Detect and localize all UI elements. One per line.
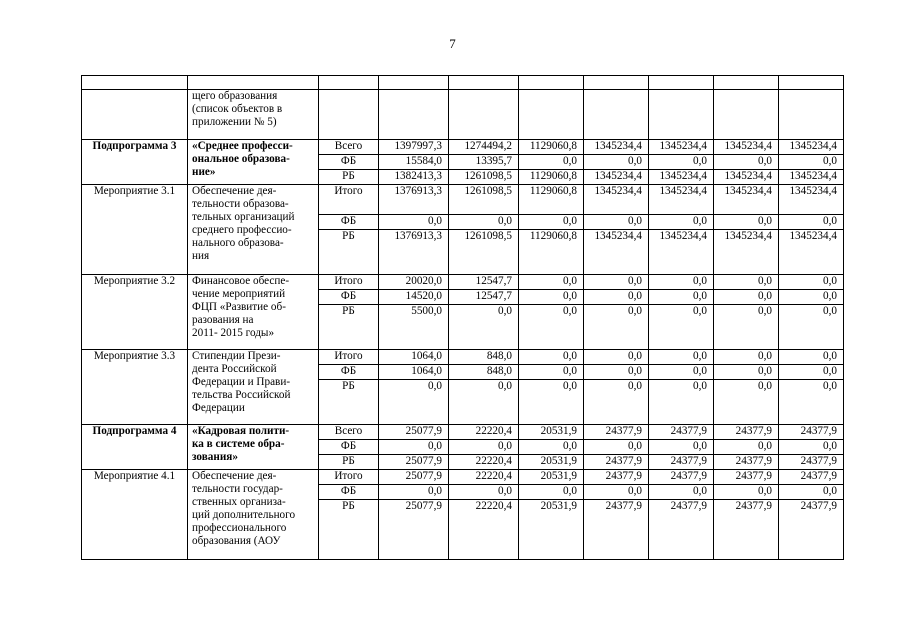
value-cell: 0,0 xyxy=(714,365,779,380)
value-cell: 1345234,4 xyxy=(714,140,779,155)
value-cell: 0,0 xyxy=(379,215,449,230)
value-cell: 25077,9 xyxy=(379,455,449,470)
desc-line: чение мероприятий xyxy=(192,288,286,300)
funding-source: ФБ xyxy=(319,485,379,500)
value-cell: 0,0 xyxy=(649,485,714,500)
value-cell: 1376913,3 xyxy=(379,230,449,275)
value-cell: 24377,9 xyxy=(779,425,844,440)
value-cell: 0,0 xyxy=(584,380,649,425)
value-cell: 24377,9 xyxy=(779,500,844,560)
value-cell: 1345234,4 xyxy=(649,230,714,275)
value-cell: 0,0 xyxy=(779,365,844,380)
value-cell: 0,0 xyxy=(714,275,779,290)
desc-line: дента Российской xyxy=(192,363,277,375)
value-cell: 1261098,5 xyxy=(449,230,519,275)
value-cell: 5500,0 xyxy=(379,305,449,350)
desc-line: щего образования xyxy=(192,90,278,102)
value-cell: 0,0 xyxy=(379,380,449,425)
item-name: Подпрограмма 4 xyxy=(82,425,188,470)
table-row xyxy=(82,470,844,485)
value-cell: 0,0 xyxy=(449,215,519,230)
funding-source: ФБ xyxy=(319,440,379,455)
funding-source: ФБ xyxy=(319,215,379,230)
funding-source: РБ xyxy=(319,305,379,350)
value-cell: 1376913,3 xyxy=(379,185,449,215)
value-cell: 24377,9 xyxy=(779,470,844,485)
value-cell: 1129060,8 xyxy=(519,140,584,155)
desc-line: Финансовое обеспе- xyxy=(192,275,290,287)
value-cell: 0,0 xyxy=(449,440,519,455)
desc-line: «Среднее професси- xyxy=(192,140,293,152)
value-cell: 0,0 xyxy=(519,215,584,230)
value-cell: 20531,9 xyxy=(519,455,584,470)
value-cell: 0,0 xyxy=(779,290,844,305)
value-cell: 0,0 xyxy=(714,305,779,350)
funding-source: РБ xyxy=(319,455,379,470)
value-cell: 0,0 xyxy=(519,290,584,305)
item-description xyxy=(188,350,319,425)
value-cell: 20531,9 xyxy=(519,425,584,440)
funding-source: РБ xyxy=(319,170,379,185)
item-description xyxy=(188,140,319,185)
desc-line: ка в системе обра- xyxy=(192,438,285,450)
value-cell: 0,0 xyxy=(714,380,779,425)
desc-line: ние» xyxy=(192,166,216,178)
value-cell: 0,0 xyxy=(584,215,649,230)
funding-source: ФБ xyxy=(319,155,379,170)
value-cell: 0,0 xyxy=(714,485,779,500)
desc-line: (список объектов в xyxy=(192,103,283,115)
value-cell: 848,0 xyxy=(449,350,519,365)
desc-line: ния xyxy=(192,250,210,262)
table-row xyxy=(82,275,844,290)
value-cell: 1345234,4 xyxy=(779,170,844,185)
item-name: Мероприятие 4.1 xyxy=(82,470,188,560)
value-cell: 0,0 xyxy=(714,155,779,170)
value-cell: 0,0 xyxy=(649,305,714,350)
value-cell: 0,0 xyxy=(449,305,519,350)
value-cell: 0,0 xyxy=(584,350,649,365)
value-cell: 0,0 xyxy=(519,350,584,365)
desc-line: Обеспечение дея- xyxy=(192,185,277,197)
value-cell: 1129060,8 xyxy=(519,185,584,215)
value-cell: 0,0 xyxy=(519,275,584,290)
page-number: 7 xyxy=(449,36,456,51)
value-cell: 0,0 xyxy=(779,380,844,425)
value-cell: 22220,4 xyxy=(449,500,519,560)
value-cell: 24377,9 xyxy=(584,500,649,560)
value-cell: 24377,9 xyxy=(714,500,779,560)
item-description xyxy=(188,275,319,350)
value-cell: 0,0 xyxy=(584,440,649,455)
value-cell: 24377,9 xyxy=(779,455,844,470)
desc-line: Обеспечение дея- xyxy=(192,470,277,482)
table-row xyxy=(82,140,844,155)
item-name: Подпрограмма 3 xyxy=(82,140,188,185)
value-cell: 24377,9 xyxy=(649,425,714,440)
value-cell: 0,0 xyxy=(649,215,714,230)
desc-line: тельности государ- xyxy=(192,483,283,495)
value-cell: 1397997,3 xyxy=(379,140,449,155)
funding-source: РБ xyxy=(319,500,379,560)
value-cell: 24377,9 xyxy=(649,470,714,485)
value-cell: 13395,7 xyxy=(449,155,519,170)
value-cell: 0,0 xyxy=(519,380,584,425)
value-cell: 0,0 xyxy=(779,440,844,455)
value-cell: 1345234,4 xyxy=(584,140,649,155)
desc-line: тельных организаций xyxy=(192,211,295,223)
item-name: Мероприятие 3.2 xyxy=(82,275,188,350)
value-cell: 24377,9 xyxy=(584,470,649,485)
value-cell: 22220,4 xyxy=(449,425,519,440)
value-cell: 0,0 xyxy=(584,365,649,380)
value-cell: 1129060,8 xyxy=(519,170,584,185)
value-cell: 1261098,5 xyxy=(449,170,519,185)
value-cell: 22220,4 xyxy=(449,455,519,470)
desc-line: 2011- 2015 годы» xyxy=(192,327,275,339)
value-cell: 1064,0 xyxy=(379,350,449,365)
budget-table xyxy=(81,75,844,560)
continuation-row xyxy=(82,90,844,140)
value-cell: 14520,0 xyxy=(379,290,449,305)
value-cell: 1064,0 xyxy=(379,365,449,380)
funding-source: Итого xyxy=(319,275,379,290)
value-cell: 25077,9 xyxy=(379,425,449,440)
desc-line: нального образова- xyxy=(192,237,284,249)
desc-line: ций дополнительного xyxy=(192,509,296,521)
value-cell: 0,0 xyxy=(649,440,714,455)
funding-source: Итого xyxy=(319,350,379,365)
value-cell: 0,0 xyxy=(379,485,449,500)
value-cell: 0,0 xyxy=(649,275,714,290)
value-cell: 25077,9 xyxy=(379,500,449,560)
value-cell: 0,0 xyxy=(584,275,649,290)
value-cell: 1345234,4 xyxy=(779,185,844,215)
value-cell: 0,0 xyxy=(449,485,519,500)
desc-line: «Кадровая полити- xyxy=(192,425,290,437)
value-cell: 0,0 xyxy=(714,350,779,365)
value-cell: 1345234,4 xyxy=(584,185,649,215)
value-cell: 24377,9 xyxy=(584,425,649,440)
value-cell: 1345234,4 xyxy=(649,140,714,155)
desc-line: Федерации и Прави- xyxy=(192,376,291,388)
value-cell: 24377,9 xyxy=(649,455,714,470)
value-cell: 0,0 xyxy=(779,485,844,500)
value-cell: 1345234,4 xyxy=(779,230,844,275)
desc-line: разования на xyxy=(192,314,254,326)
value-cell: 0,0 xyxy=(519,485,584,500)
value-cell: 0,0 xyxy=(649,155,714,170)
value-cell: 0,0 xyxy=(519,365,584,380)
value-cell: 0,0 xyxy=(519,440,584,455)
value-cell: 1345234,4 xyxy=(649,170,714,185)
desc-line: ственных организа- xyxy=(192,496,286,508)
value-cell: 0,0 xyxy=(714,290,779,305)
funding-source: Всего xyxy=(319,425,379,440)
value-cell: 0,0 xyxy=(779,275,844,290)
value-cell: 0,0 xyxy=(649,365,714,380)
item-description xyxy=(188,425,319,470)
desc-line: приложении № 5) xyxy=(192,116,277,128)
value-cell: 848,0 xyxy=(449,365,519,380)
desc-line: ФЦП «Развитие об- xyxy=(192,301,286,313)
value-cell: 12547,7 xyxy=(449,290,519,305)
value-cell: 1345234,4 xyxy=(779,140,844,155)
value-cell: 1345234,4 xyxy=(714,185,779,215)
continuation-desc xyxy=(188,90,319,140)
value-cell: 20531,9 xyxy=(519,500,584,560)
value-cell: 0,0 xyxy=(649,380,714,425)
funding-source: РБ xyxy=(319,230,379,275)
value-cell: 0,0 xyxy=(584,305,649,350)
value-cell: 1261098,5 xyxy=(449,185,519,215)
value-cell: 1382413,3 xyxy=(379,170,449,185)
value-cell: 0,0 xyxy=(519,305,584,350)
value-cell: 1129060,8 xyxy=(519,230,584,275)
value-cell: 12547,7 xyxy=(449,275,519,290)
desc-line: тельства Российской xyxy=(192,389,291,401)
value-cell: 24377,9 xyxy=(584,455,649,470)
value-cell: 0,0 xyxy=(584,290,649,305)
value-cell: 0,0 xyxy=(584,485,649,500)
value-cell: 0,0 xyxy=(779,350,844,365)
value-cell: 0,0 xyxy=(779,305,844,350)
table-row xyxy=(82,425,844,440)
value-cell: 20531,9 xyxy=(519,470,584,485)
desc-line: образования (АОУ xyxy=(192,535,281,547)
value-cell: 0,0 xyxy=(714,440,779,455)
desc-line: профессионального xyxy=(192,522,287,534)
desc-line: Федерации xyxy=(192,402,245,414)
value-cell: 0,0 xyxy=(584,155,649,170)
funding-source: ФБ xyxy=(319,290,379,305)
funding-source: Итого xyxy=(319,470,379,485)
value-cell: 1345234,4 xyxy=(714,170,779,185)
table-row xyxy=(82,185,844,215)
value-cell: 0,0 xyxy=(379,440,449,455)
value-cell: 1345234,4 xyxy=(714,230,779,275)
item-description xyxy=(188,185,319,275)
item-name: Мероприятие 3.1 xyxy=(82,185,188,275)
value-cell: 1345234,4 xyxy=(584,170,649,185)
value-cell: 24377,9 xyxy=(649,500,714,560)
item-name: Мероприятие 3.3 xyxy=(82,350,188,425)
value-cell: 1345234,4 xyxy=(584,230,649,275)
desc-line: среднего профессио- xyxy=(192,224,292,236)
value-cell: 24377,9 xyxy=(714,455,779,470)
value-cell: 24377,9 xyxy=(714,470,779,485)
desc-line: Стипендии Прези- xyxy=(192,350,281,362)
value-cell: 0,0 xyxy=(649,350,714,365)
item-description xyxy=(188,470,319,560)
desc-line: тельности образова- xyxy=(192,198,289,210)
value-cell: 0,0 xyxy=(519,155,584,170)
header-row xyxy=(82,76,844,90)
desc-line: ональное образова- xyxy=(192,153,290,165)
value-cell: 0,0 xyxy=(449,380,519,425)
value-cell: 0,0 xyxy=(779,155,844,170)
value-cell: 0,0 xyxy=(649,290,714,305)
funding-source: Всего xyxy=(319,140,379,155)
table-row xyxy=(82,350,844,365)
value-cell: 0,0 xyxy=(714,215,779,230)
value-cell: 15584,0 xyxy=(379,155,449,170)
value-cell: 25077,9 xyxy=(379,470,449,485)
value-cell: 20020,0 xyxy=(379,275,449,290)
value-cell: 0,0 xyxy=(779,215,844,230)
funding-source: РБ xyxy=(319,380,379,425)
desc-line: зования» xyxy=(192,451,238,463)
value-cell: 24377,9 xyxy=(714,425,779,440)
funding-source: Итого xyxy=(319,185,379,215)
value-cell: 22220,4 xyxy=(449,470,519,485)
value-cell: 1345234,4 xyxy=(649,185,714,215)
funding-source: ФБ xyxy=(319,365,379,380)
value-cell: 1274494,2 xyxy=(449,140,519,155)
